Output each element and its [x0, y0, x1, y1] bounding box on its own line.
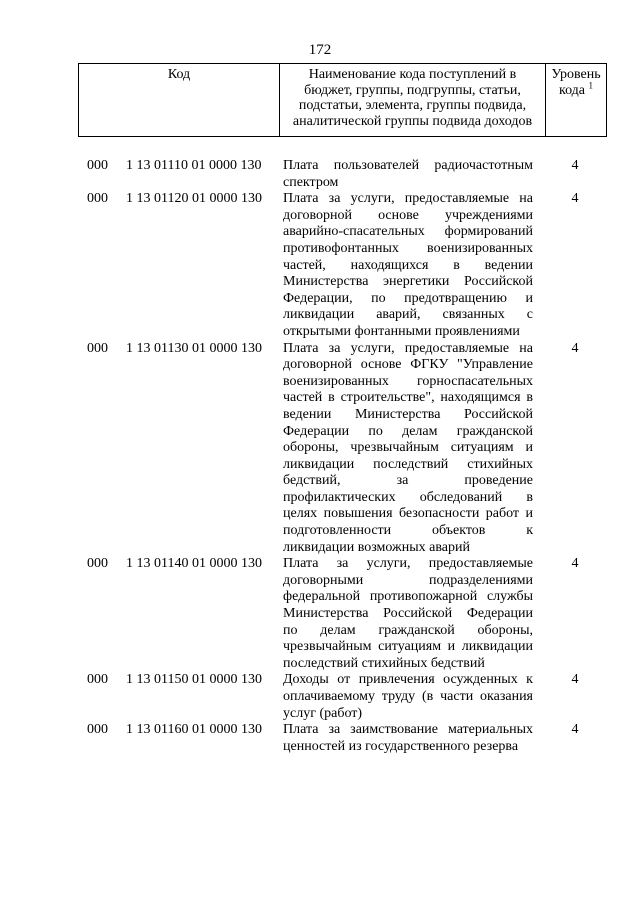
- table-body: [0, 158, 640, 755]
- row-name-line: целях повышения безопасности работ и: [283, 506, 533, 522]
- row-level: 4: [571, 556, 579, 572]
- row-name-line: последствий стихийных бедствий: [283, 655, 485, 671]
- header-name-line: аналитической группы подвида доходов: [292, 113, 533, 129]
- row-name-line: аварийно-спасательных формирований: [283, 224, 533, 240]
- row-prefix: 000: [87, 158, 108, 173]
- row-name-line: ценностей из государственного резерва: [283, 738, 519, 754]
- header-level-line: кода: [558, 82, 586, 98]
- row-name-line: частей в строительстве", находящимся в: [283, 390, 533, 406]
- row-code: 1 13 01110 01 0000 130: [126, 158, 262, 173]
- row-name-line: подготовленности объектов к: [283, 523, 533, 539]
- table-row: [0, 341, 640, 557]
- row-name-line: федеральной противопожарной службы: [283, 589, 533, 605]
- row-name: [283, 672, 533, 722]
- header-code-label: Код: [167, 67, 191, 82]
- row-prefix: 000: [87, 672, 108, 688]
- header-level-footnote: 1: [588, 79, 594, 90]
- row-name-line: Плата за услуги, предоставляемые на: [283, 340, 533, 356]
- table-row: [0, 722, 640, 755]
- row-name-line: бедствий, за проведение: [283, 473, 533, 489]
- row-name: [283, 722, 533, 755]
- row-name-line: оплачиваемому труду (в части оказания: [283, 689, 533, 704]
- row-level: 4: [571, 191, 579, 207]
- row-level: 4: [571, 722, 579, 738]
- row-name-line: договорной основе учреждениями: [283, 207, 533, 223]
- row-name-line: Доходы от привлечения осужденных к: [283, 672, 533, 688]
- row-prefix: 000: [87, 191, 108, 207]
- row-name: [283, 341, 533, 557]
- table-row: [0, 158, 640, 191]
- row-name-line: Министерства Российской Федерации: [283, 606, 533, 622]
- row-name-line: Плата пользователей радиочастотным: [283, 158, 533, 173]
- row-level: 4: [571, 340, 579, 356]
- row-name-line: Министерства энергетики Российской: [283, 274, 533, 290]
- row-name-line: Федерации, по предотвращению и: [283, 290, 533, 306]
- row-name-line: открытыми фонтанными проявлениями: [283, 323, 520, 339]
- row-name-line: услуг (работ): [283, 705, 363, 721]
- table-header: [78, 63, 607, 137]
- header-name-line: Наименование кода поступлений в: [308, 67, 517, 82]
- row-name-line: чрезвычайным ситуациям и ликвидации: [283, 639, 533, 655]
- row-name-line: профилактических обследований в: [283, 489, 533, 505]
- row-name-line: частей, находящихся в ведении: [283, 257, 533, 273]
- header-name-cell: [279, 64, 545, 136]
- row-name-line: договорной основе ФГКУ "Управление: [283, 357, 533, 373]
- row-name-line: ликвидации последствий стихийных: [283, 456, 533, 472]
- row-code: 1 13 01140 01 0000 130: [126, 556, 262, 572]
- row-level: 4: [571, 672, 579, 688]
- row-name: [283, 191, 533, 340]
- header-code-cell: [79, 64, 279, 136]
- row-name-line: ликвидации аварий, связанных с: [283, 307, 533, 323]
- row-name-line: ведении Министерства Российской: [283, 406, 533, 422]
- row-code: 1 13 01130 01 0000 130: [126, 340, 262, 356]
- table-row: [0, 191, 640, 340]
- row-name: [283, 556, 533, 672]
- row-name-line: Плата за заимствование материальных: [283, 722, 533, 738]
- row-name: [283, 158, 533, 191]
- row-level: 4: [571, 158, 579, 173]
- row-name-line: военизированных горноспасательных: [283, 373, 533, 389]
- row-name-line: Плата за услуги, предоставляемые на: [283, 191, 533, 207]
- row-name-line: спектром: [283, 174, 339, 190]
- header-name-line: бюджет, группы, подгруппы, статьи,: [304, 82, 521, 98]
- row-name-line: по делам гражданской обороны,: [283, 622, 533, 638]
- header-level-cell: [545, 64, 606, 136]
- row-name-line: Федерации по делам гражданской: [283, 423, 533, 439]
- row-code: 1 13 01150 01 0000 130: [126, 672, 262, 688]
- row-name-line: ликвидации возможных аварий: [283, 539, 470, 555]
- row-prefix: 000: [87, 722, 108, 738]
- row-name-line: обороны, чрезвычайным ситуациям и: [283, 440, 533, 456]
- page-number: 172: [308, 42, 332, 58]
- table-row: [0, 556, 640, 672]
- row-prefix: 000: [87, 556, 108, 572]
- row-name-line: Плата за услуги, предоставляемые: [283, 556, 533, 572]
- row-name-line: противофонтанных военизированных: [283, 240, 533, 256]
- header-level-line: Уровень: [551, 67, 601, 82]
- row-prefix: 000: [87, 340, 108, 356]
- header-name-line: подстатьи, элемента, группы подвида,: [298, 98, 527, 113]
- row-code: 1 13 01120 01 0000 130: [126, 191, 262, 207]
- row-name-line: договорными подразделениями: [283, 572, 533, 588]
- row-code: 1 13 01160 01 0000 130: [126, 722, 262, 738]
- table-row: [0, 672, 640, 722]
